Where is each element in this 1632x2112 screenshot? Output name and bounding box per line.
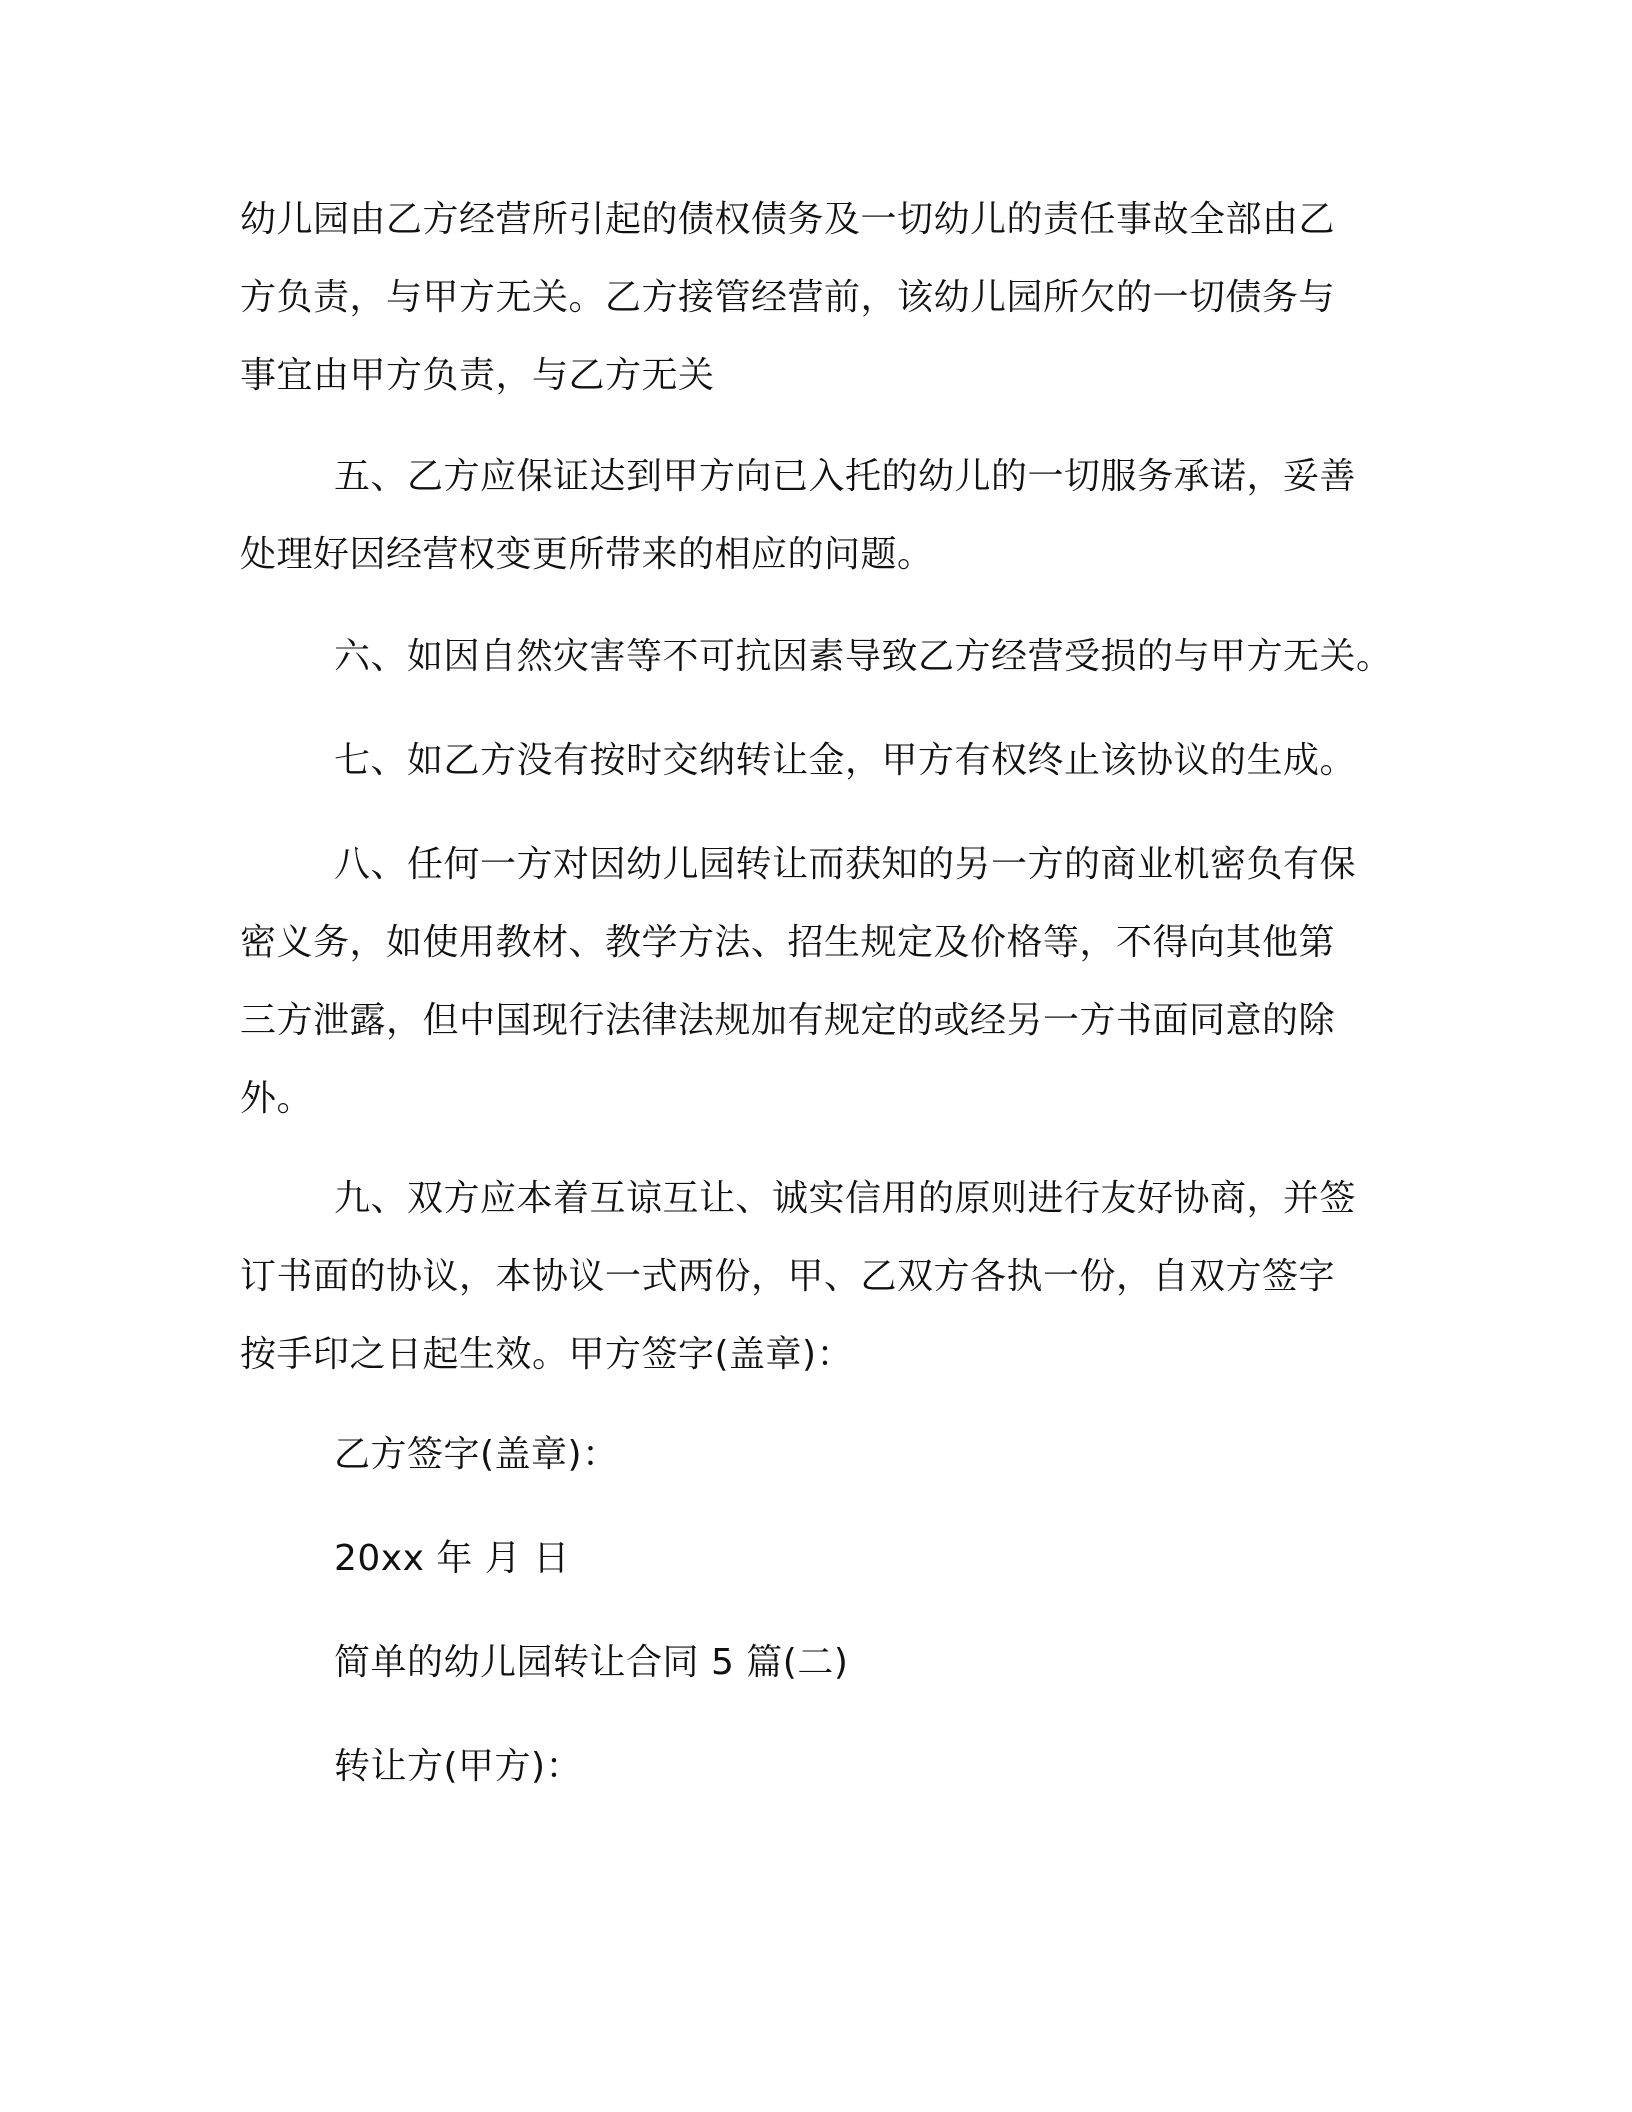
text-line: 20xx 年 月 日 [334, 1538, 570, 1579]
text-line: 方负责，与甲方无关。乙方接管经营前，该幼儿园所欠的一切债务与 [240, 277, 1336, 318]
text-line: 按手印之日起生效。甲方签字(盖章)： [240, 1334, 854, 1375]
paragraph-clause-5 [240, 438, 1400, 594]
party-b-signature-line [240, 1416, 1400, 1494]
transferor-line [240, 1728, 1400, 1806]
text-line: 三方泄露，但中国现行法律法规加有规定的或经另一方书面同意的除 [240, 1000, 1336, 1041]
text-line: 幼儿园由乙方经营所引起的债权债务及一切幼儿的责任事故全部由乙 [240, 199, 1336, 240]
paragraph-liability [240, 181, 1400, 415]
text-line: 简单的幼儿园转让合同 5 篇(二) [334, 1642, 849, 1683]
text-line: 转让方(甲方)： [334, 1746, 583, 1787]
text-line: 五、乙方应保证达到甲方向已入托的幼儿的一切服务承诺，妥善 [334, 456, 1357, 497]
paragraph-clause-7 [240, 722, 1400, 800]
paragraph-clause-6 [240, 618, 1400, 696]
text-line: 密义务，如使用教材、教学方法、招生规定及价格等，不得向其他第 [240, 922, 1336, 963]
date-line [240, 1520, 1400, 1598]
paragraph-clause-8 [240, 826, 1400, 1138]
text-line: 七、如乙方没有按时交纳转让金，甲方有权终止该协议的生成。 [334, 740, 1357, 781]
paragraph-clause-9 [240, 1160, 1400, 1394]
text-line: 处理好因经营权变更所带来的相应的问题。 [240, 534, 934, 575]
text-line: 外。 [240, 1078, 314, 1119]
text-line: 乙方签字(盖章)： [334, 1434, 619, 1475]
text-line: 八、任何一方对因幼儿园转让而获知的另一方的商业机密负有保 [334, 844, 1357, 885]
text-line: 九、双方应本着互谅互让、诚实信用的原则进行友好协商，并签 [334, 1178, 1357, 1219]
section-heading [240, 1624, 1400, 1702]
text-line: 订书面的协议，本协议一式两份，甲、乙双方各执一份，自双方签字 [240, 1256, 1336, 1297]
text-line: 事宜由甲方负责，与乙方无关 [240, 355, 715, 396]
text-line: 六、如因自然灾害等不可抗因素导致乙方经营受损的与甲方无关。 [334, 636, 1393, 677]
